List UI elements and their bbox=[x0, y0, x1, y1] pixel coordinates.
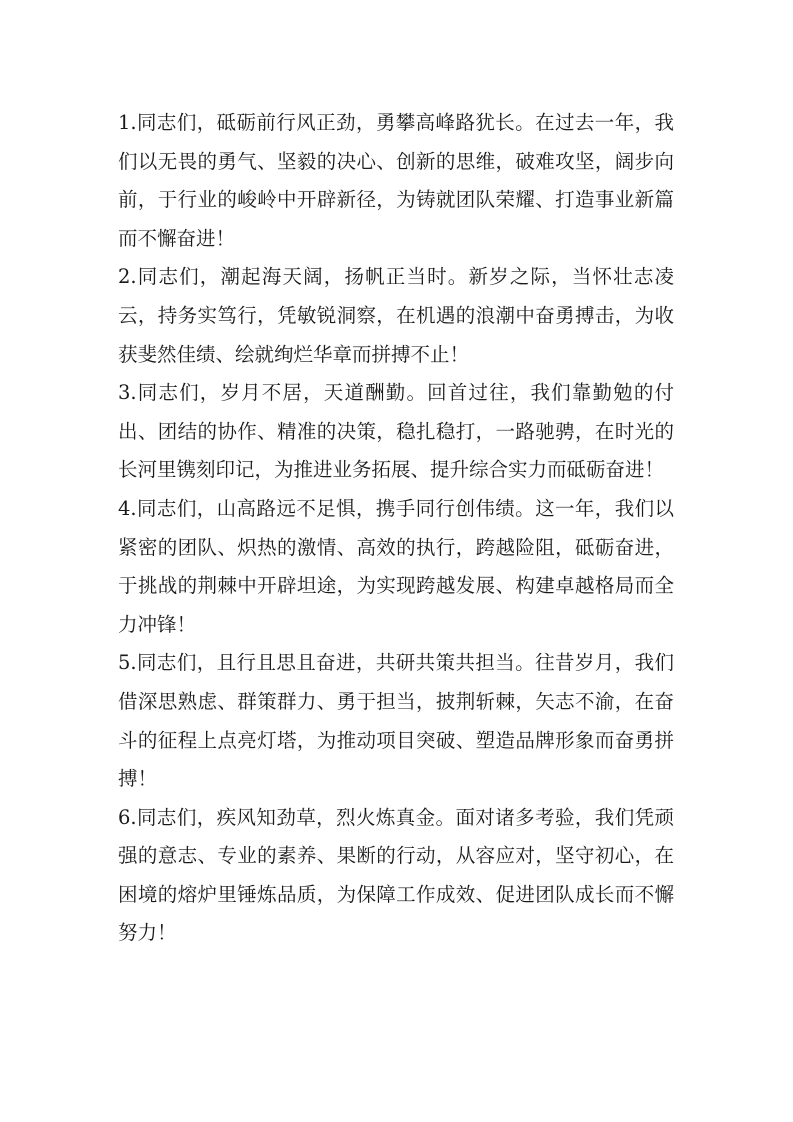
paragraph-6: 6.同志们，疾风知劲草，烈火炼真金。面对诸多考验，我们凭顽强的意志、专业的素养、果断的行动，从容应对，坚守初心，在困境的熔炉里锤炼品质，为保障工作成效、促进团队成长而不懈努力！ bbox=[118, 805, 674, 945]
paragraph-3: 3.同志们，岁月不居，天道酬勤。回首过往，我们靠勤勉的付出、团结的协作、精准的决策，稳扎稳打，一路驰骋，在时光的长河里镌刻印记，为推进业务拓展、提升综合实力而砥砺奋进！ bbox=[118, 381, 674, 482]
paragraph-1: 1.同志们，砥砺前行风正劲，勇攀高峰路犹长。在过去一年，我们以无畏的勇气、坚毅的决心、创新的思维，破难攻坚，阔步向前，于行业的峻岭中开辟新径，为铸就团队荣耀、打造事业新篇而不懈奋进！ bbox=[118, 111, 674, 250]
paragraph-2: 2.同志们，潮起海天阔，扬帆正当时。新岁之际，当怀壮志凌云，持务实笃行，凭敏锐洞察，在机遇的浪潮中奋勇搏击，为收获斐然佳绩、绘就绚烂华章而拼搏不止！ bbox=[118, 265, 674, 366]
paragraph-5: 5.同志们，且行且思且奋进，共研共策共担当。往昔岁月，我们借深思熟虑、群策群力、勇于担当，披荆斩棘，矢志不渝，在奋斗的征程上点亮灯塔，为推动项目突破、塑造品牌形象而奋勇拼搏！ bbox=[118, 651, 674, 791]
document-body bbox=[118, 104, 674, 953]
paragraph-4: 4.同志们，山高路远不足惧，携手同行创伟绩。这一年，我们以紧密的团队、炽热的激情、高效的执行，跨越险阻，砥砺奋进，于挑战的荆棘中开辟坦途，为实现跨越发展、构建卓越格局而全力冲锋！ bbox=[118, 496, 674, 636]
